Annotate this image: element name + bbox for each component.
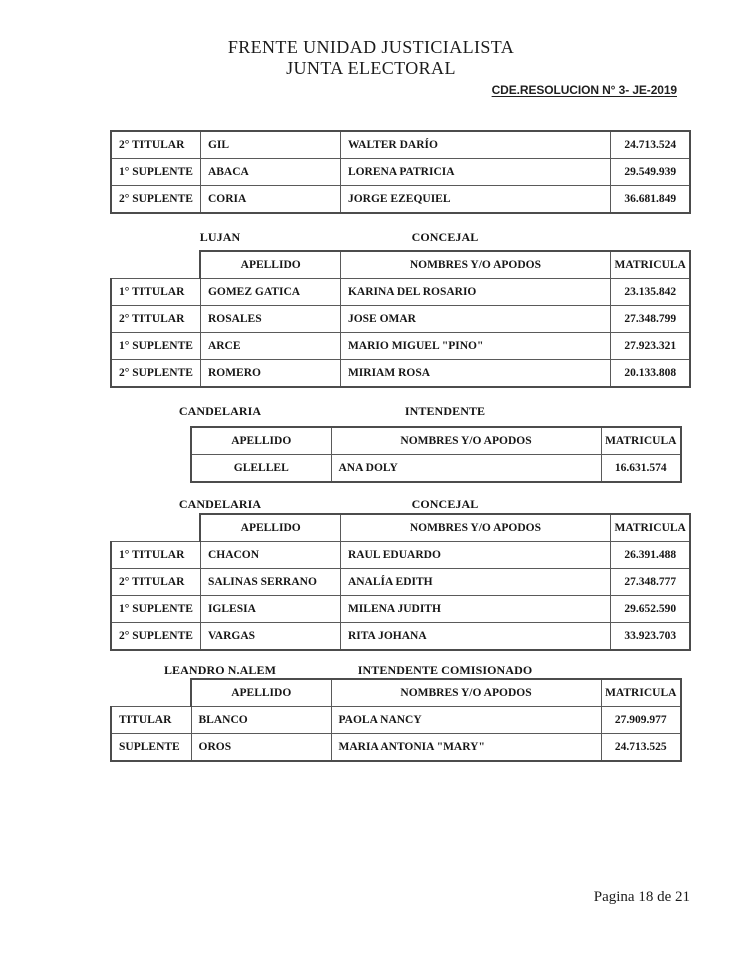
apellido-cell: ABACA	[200, 159, 340, 186]
table-candelaria-intendente	[190, 426, 682, 483]
matricula-cell: 27.348.799	[610, 306, 690, 333]
table-row	[111, 623, 690, 651]
matricula-cell: 29.549.939	[610, 159, 690, 186]
table-row	[191, 455, 681, 483]
cargo-cell: SUPLENTE	[111, 734, 191, 762]
matricula-header: MATRICULA	[610, 514, 690, 542]
section-office: CONCEJAL	[411, 497, 479, 511]
table-row	[111, 569, 690, 596]
section-titles	[0, 230, 742, 244]
table-row	[111, 131, 690, 159]
section-location: LUJAN	[199, 230, 241, 244]
apellido-cell: CHACON	[200, 542, 340, 569]
document-header	[0, 0, 742, 97]
header-gap	[111, 514, 200, 542]
nombres-cell: JOSE OMAR	[340, 306, 610, 333]
apellido-header: APELLIDO	[200, 514, 340, 542]
section-titles	[0, 404, 742, 418]
cargo-cell: 2° TITULAR	[111, 569, 200, 596]
section-titles	[0, 663, 742, 677]
matricula-cell: 24.713.524	[610, 131, 690, 159]
page-number: Pagina 18 de 21	[593, 889, 690, 905]
matricula-cell: 27.909.977	[601, 707, 681, 734]
header-gap	[111, 679, 191, 707]
matricula-cell: 33.923.703	[610, 623, 690, 651]
apellido-cell: IGLESIA	[200, 596, 340, 623]
nombres-cell: KARINA DEL ROSARIO	[340, 279, 610, 306]
apellido-header: APELLIDO	[191, 427, 331, 455]
table-row	[111, 279, 690, 306]
cargo-cell: 2° SUPLENTE	[111, 186, 200, 214]
matricula-cell: 20.133.808	[610, 360, 690, 388]
cargo-cell: 2° SUPLENTE	[111, 360, 200, 388]
matricula-cell: 24.713.525	[601, 734, 681, 762]
nombres-cell: JORGE EZEQUIEL	[340, 186, 610, 214]
apellido-cell: SALINAS SERRANO	[200, 569, 340, 596]
cargo-cell: TITULAR	[111, 707, 191, 734]
nombres-cell: RITA JOHANA	[340, 623, 610, 651]
document-subtitle: JUNTA ELECTORAL	[286, 58, 456, 78]
apellido-cell: ROMERO	[200, 360, 340, 388]
matricula-cell: 23.135.842	[610, 279, 690, 306]
apellido-cell: GLELLEL	[191, 455, 331, 483]
apellido-cell: VARGAS	[200, 623, 340, 651]
matricula-cell: 36.681.849	[610, 186, 690, 214]
apellido-cell: GIL	[200, 131, 340, 159]
apellido-header: APELLIDO	[191, 679, 331, 707]
section-office: INTENDENTE COMISIONADO	[357, 663, 533, 677]
apellido-cell: ARCE	[200, 333, 340, 360]
cargo-cell: 1° TITULAR	[111, 279, 200, 306]
nombres-header: NOMBRES Y/O APODOS	[331, 679, 601, 707]
nombres-cell: MARIO MIGUEL "PINO"	[340, 333, 610, 360]
nombres-cell: WALTER DARÍO	[340, 131, 610, 159]
cargo-cell: 1° TITULAR	[111, 542, 200, 569]
nombres-cell: RAUL EDUARDO	[340, 542, 610, 569]
table-header-row	[191, 427, 681, 455]
apellido-cell: CORIA	[200, 186, 340, 214]
section-location: CANDELARIA	[178, 497, 262, 511]
section-location: LEANDRO N.ALEM	[163, 663, 277, 677]
nombres-header: NOMBRES Y/O APODOS	[331, 427, 601, 455]
table-candelaria-concejal	[110, 513, 691, 651]
nombres-header: NOMBRES Y/O APODOS	[340, 514, 610, 542]
table-row	[111, 360, 690, 388]
nombres-cell: MIRIAM ROSA	[340, 360, 610, 388]
nombres-cell: PAOLA NANCY	[331, 707, 601, 734]
apellido-cell: ROSALES	[200, 306, 340, 333]
matricula-cell: 27.348.777	[610, 569, 690, 596]
nombres-cell: MILENA JUDITH	[340, 596, 610, 623]
matricula-cell: 16.631.574	[601, 455, 681, 483]
table-row	[111, 734, 681, 762]
table-row	[111, 333, 690, 360]
table-row	[111, 542, 690, 569]
matricula-cell: 27.923.321	[610, 333, 690, 360]
cargo-cell: 2° SUPLENTE	[111, 623, 200, 651]
table-header-row	[111, 679, 681, 707]
cargo-cell: 2° TITULAR	[111, 306, 200, 333]
section-titles	[0, 497, 742, 511]
matricula-cell: 26.391.488	[610, 542, 690, 569]
table-row	[111, 159, 690, 186]
section-office: INTENDENTE	[404, 404, 486, 418]
table-row	[111, 186, 690, 214]
nombres-cell: ANA DOLY	[331, 455, 601, 483]
table-continuation	[110, 130, 691, 214]
cargo-cell: 1° SUPLENTE	[111, 596, 200, 623]
matricula-header: MATRICULA	[610, 251, 690, 279]
cargo-cell: 1° SUPLENTE	[111, 159, 200, 186]
document-title: FRENTE UNIDAD JUSTICIALISTA	[227, 37, 515, 57]
cargo-cell: 1° SUPLENTE	[111, 333, 200, 360]
table-header-row	[111, 514, 690, 542]
table-header-row	[111, 251, 690, 279]
apellido-cell: BLANCO	[191, 707, 331, 734]
section-location: CANDELARIA	[178, 404, 262, 418]
table-row	[111, 306, 690, 333]
table-row	[111, 707, 681, 734]
header-gap	[111, 251, 200, 279]
matricula-header: MATRICULA	[601, 427, 681, 455]
apellido-header: APELLIDO	[200, 251, 340, 279]
matricula-cell: 29.652.590	[610, 596, 690, 623]
apellido-cell: GOMEZ GATICA	[200, 279, 340, 306]
table-row	[111, 596, 690, 623]
table-lujan-concejal	[110, 250, 691, 388]
nombres-cell: LORENA PATRICIA	[340, 159, 610, 186]
resolution-reference: CDE.RESOLUCION N° 3- JE-2019	[491, 83, 677, 97]
nombres-cell: ANALÍA EDITH	[340, 569, 610, 596]
nombres-header: NOMBRES Y/O APODOS	[340, 251, 610, 279]
apellido-cell: OROS	[191, 734, 331, 762]
section-office: CONCEJAL	[411, 230, 479, 244]
nombres-cell: MARIA ANTONIA "MARY"	[331, 734, 601, 762]
matricula-header: MATRICULA	[601, 679, 681, 707]
table-leandro-nalem-intendente-comisionado	[110, 678, 682, 762]
cargo-cell: 2° TITULAR	[111, 131, 200, 159]
